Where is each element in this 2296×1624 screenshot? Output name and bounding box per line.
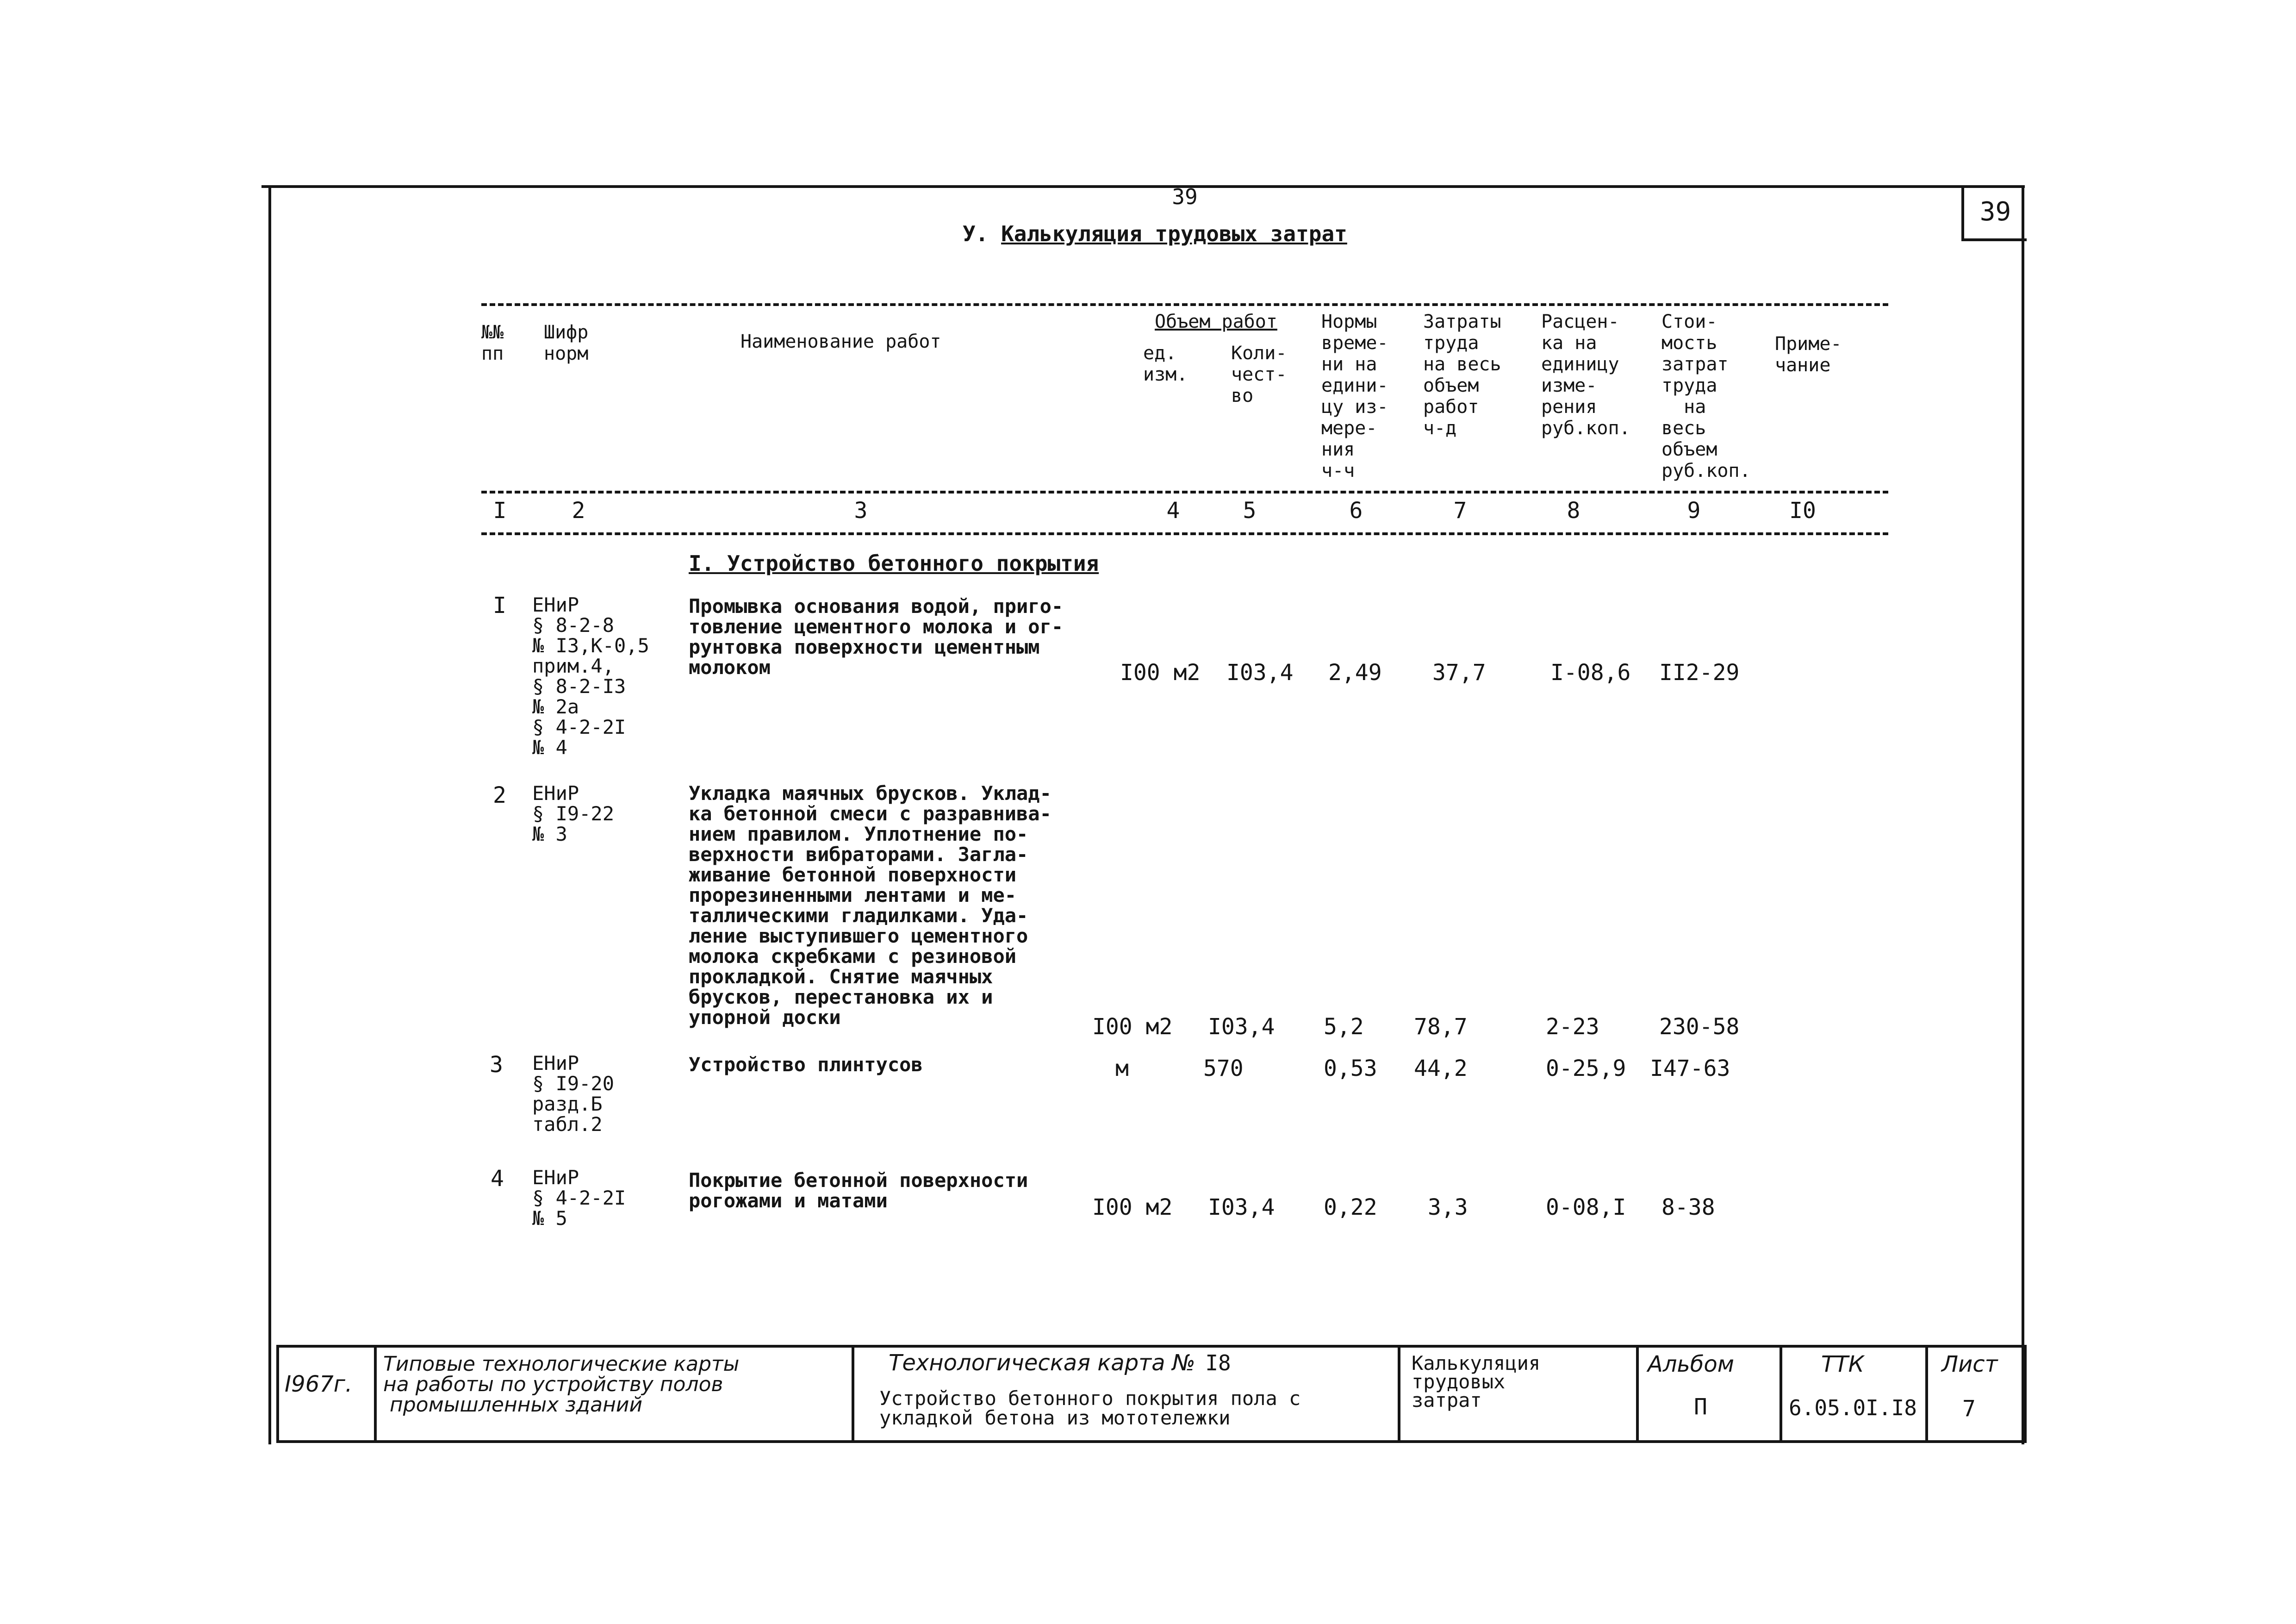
row-code: ЕНиР § 4-2-2I № 5 [532, 1166, 626, 1230]
section-title-text: Калькуляция трудовых затрат [1001, 221, 1347, 246]
row-labor: 37,7 [1432, 660, 1486, 686]
row-qty: 570 [1203, 1056, 1244, 1081]
header-rule-mid [481, 491, 1888, 493]
row-qty: I03,4 [1208, 1014, 1275, 1040]
row-unit: I00 м2 [1092, 1194, 1173, 1220]
row-name: Устройство плинтусов [689, 1053, 923, 1076]
row-number: 4 [491, 1166, 504, 1192]
row-number: 2 [493, 782, 506, 808]
row-name: Укладка маячных брусков. Уклад- ка бетонной смеси с разравнива- нием правилом. Уплотнение по- верхности вибраторами. Загла- живание бетонной поверхности прорезиненными лентами и ме- таллическими гладилками. Уда- ление выступившего цементного молока скребками с резиновой прокладкой. Снятие маячных брусков, перестановка их и упорной доски [689, 782, 1052, 1029]
stamp-card-title: Устройство бетонного покрытия пола с укладкой бетона из мототележки [879, 1387, 1301, 1429]
page-number: 39 [1172, 184, 1198, 209]
column-number: I0 [1789, 498, 1816, 524]
stamp-ttk-value: 6.05.0I.I8 [1789, 1395, 1917, 1420]
column-number: 6 [1349, 498, 1363, 524]
title-block-divider [1925, 1345, 1928, 1440]
header-rate: Расцен- ка на единицу изме- рения руб.коп. [1541, 311, 1630, 439]
section-prefix: У. [963, 221, 989, 246]
column-number: 2 [572, 498, 585, 524]
title-block-divider [1780, 1345, 1782, 1440]
frame-top [261, 185, 2025, 188]
row-name: Покрытие бетонной поверхности рогожами и матами [689, 1169, 1028, 1212]
title-block-divider [374, 1345, 377, 1440]
row-labor: 3,3 [1428, 1194, 1468, 1220]
frame-right [2022, 185, 2024, 1444]
header-labor: Затраты труда на весь объем работ ч-д [1423, 311, 1501, 439]
row-rate: 0-25,9 [1546, 1056, 1626, 1081]
subsection-title: I. Устройство бетонного покрытия [689, 551, 1099, 576]
stamp-card-heading [889, 1350, 1231, 1376]
column-number: 7 [1453, 498, 1467, 524]
title-block-divider [1398, 1345, 1400, 1440]
stamp-sheet-value: 7 [1962, 1396, 1976, 1422]
row-norm: 0,53 [1324, 1056, 1377, 1081]
column-number: 5 [1243, 498, 1257, 524]
header-name: Наименование работ [740, 331, 941, 352]
stamp-album-value: П [1694, 1394, 1707, 1420]
column-number: 3 [854, 498, 868, 524]
header-norm: Нормы време- ни на едини- цу из- мере- ния ч-ч [1321, 311, 1388, 481]
row-norm: 2,49 [1328, 660, 1382, 686]
row-unit: I00 м2 [1092, 1014, 1173, 1040]
section-title [963, 221, 1347, 246]
corner-page-number: 39 [1961, 185, 2027, 241]
header-no: №№ пп [481, 322, 504, 364]
stamp-card-number: I8 [1205, 1350, 1231, 1375]
header-unit: ед. изм. [1143, 343, 1188, 385]
row-labor: 44,2 [1414, 1056, 1468, 1081]
stamp-ttk-label: ТТК [1821, 1351, 1864, 1377]
row-rate: 0-08,I [1546, 1194, 1626, 1220]
row-labor: 78,7 [1414, 1014, 1468, 1040]
title-block-divider [852, 1345, 854, 1440]
header-volume-group: Объем работ [1155, 311, 1277, 332]
stamp-card-label: Технологическая карта № [889, 1350, 1195, 1376]
row-code: ЕНиР § 8-2-8 № I3,К-0,5 прим.4, § 8-2-I3 № 2а § 4-2-2I № 4 [532, 593, 649, 759]
row-unit: I00 м2 [1120, 660, 1201, 686]
header-code: Шифр норм [544, 322, 589, 364]
row-cost: 230-58 [1659, 1014, 1740, 1040]
row-number: I [493, 593, 506, 618]
frame-left [268, 185, 271, 1444]
title-block-divider [1636, 1345, 1639, 1440]
row-unit: м [1115, 1056, 1129, 1081]
header-qty: Коли- чест- во [1231, 343, 1287, 406]
stamp-sheet-label: Лист [1941, 1351, 1998, 1377]
row-name: Промывка основания водой, приго- товление цементного молока и ог- рунтовка поверхности цементным молоком [689, 595, 1064, 679]
row-norm: 5,2 [1324, 1014, 1364, 1040]
column-number: 4 [1166, 498, 1180, 524]
row-cost: I47-63 [1650, 1056, 1730, 1081]
column-number: 8 [1567, 498, 1580, 524]
stamp-series: Типовые технологические карты на работы по устройству полов промышленных зданий [383, 1352, 740, 1417]
row-cost: 8-38 [1661, 1194, 1715, 1220]
row-qty: I03,4 [1226, 660, 1294, 686]
row-rate: I-08,6 [1550, 660, 1631, 686]
row-code: ЕНиР § I9-20 разд.Б табл.2 [532, 1052, 615, 1136]
header-rule-bottom [481, 532, 1888, 535]
row-norm: 0,22 [1324, 1194, 1377, 1220]
stamp-album-label: Альбом [1648, 1351, 1734, 1377]
column-number: I [493, 498, 507, 524]
row-code: ЕНиР § I9-22 № 3 [532, 782, 615, 845]
row-rate: 2-23 [1546, 1014, 1599, 1040]
header-rule-top [481, 303, 1888, 306]
row-number: 3 [490, 1052, 503, 1078]
row-qty: I03,4 [1208, 1194, 1275, 1220]
stamp-section: Калькуляция трудовых затрат [1412, 1352, 1541, 1412]
header-cost: Стои- мость затрат труда на весь объем руб.коп. [1661, 311, 1751, 481]
column-number: 9 [1687, 498, 1701, 524]
row-cost: II2-29 [1659, 660, 1740, 686]
stamp-year: I967г. [285, 1371, 353, 1397]
header-note: Приме- чание [1775, 333, 1842, 376]
